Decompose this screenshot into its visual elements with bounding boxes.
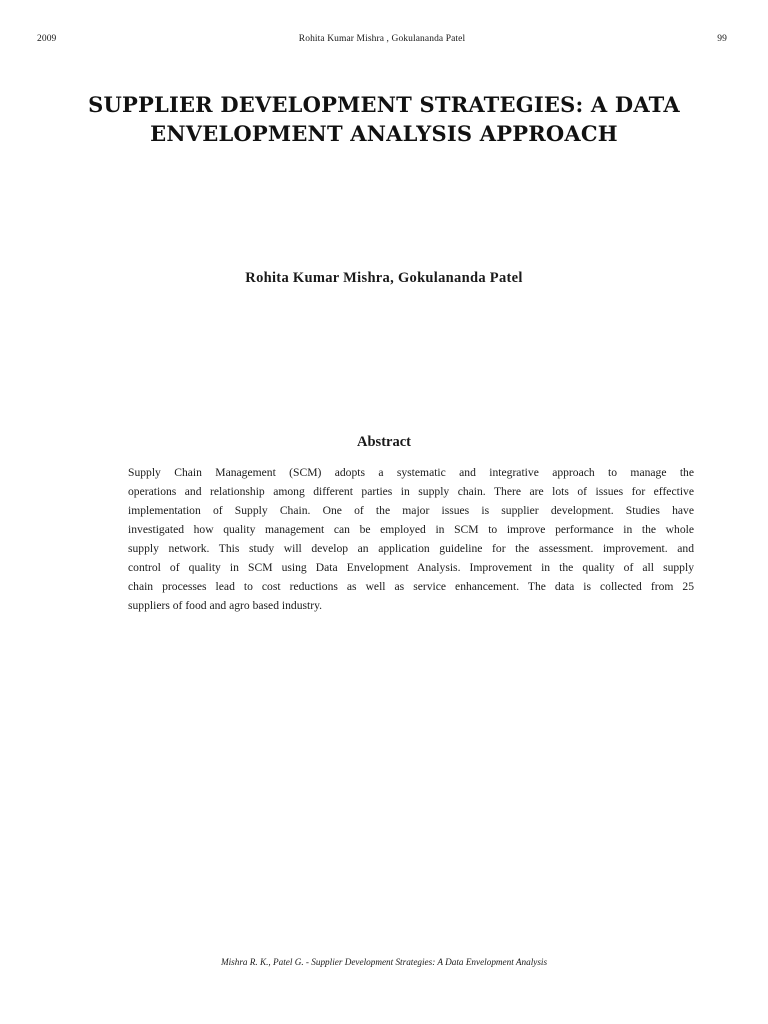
abstract-line: implementation of Supply Chain. One of the major issues is supplier development. Studies have (128, 504, 694, 517)
header-page-number: 99 (717, 34, 727, 44)
abstract-line: suppliers of food and agro based industry. (128, 599, 323, 612)
header-authors: Rohita Kumar Mishra , Gokulananda Patel (298, 34, 466, 44)
abstract-line: chain processes lead to cost reductions as well as service enhancement. The data is collected from 25 (128, 580, 694, 593)
running-header (37, 34, 727, 48)
abstract-line: investigated how quality management can be employed in SCM to improve performance in the whole (128, 523, 694, 536)
abstract-body (128, 463, 694, 615)
abstract-line: supply network. This study will develop an application guideline for the assessment. improvement. and (128, 542, 694, 555)
abstract-line: Supply Chain Management (SCM) adopts a systematic and integrative approach to manage the (128, 466, 694, 479)
abstract-heading: Abstract (357, 434, 411, 450)
author-list: Rohita Kumar Mishra, Gokulananda Patel (245, 270, 523, 286)
title-line-2: ENVELOPMENT ANALYSIS APPROACH (150, 121, 618, 146)
title-line-1: SUPPLIER DEVELOPMENT STRATEGIES: A DATA (88, 92, 680, 117)
abstract-line: operations and relationship among different parties in supply chain. There are lots of issues for effective (128, 485, 694, 498)
abstract-line: control of quality in SCM using Data Envelopment Analysis. Improvement in the quality of all supply (128, 561, 694, 574)
header-year: 2009 (37, 34, 57, 44)
paper-title (80, 90, 688, 148)
running-footer: Mishra R. K., Patel G. - Supplier Development Strategies: A Data Envelopment Analysis (220, 957, 548, 967)
